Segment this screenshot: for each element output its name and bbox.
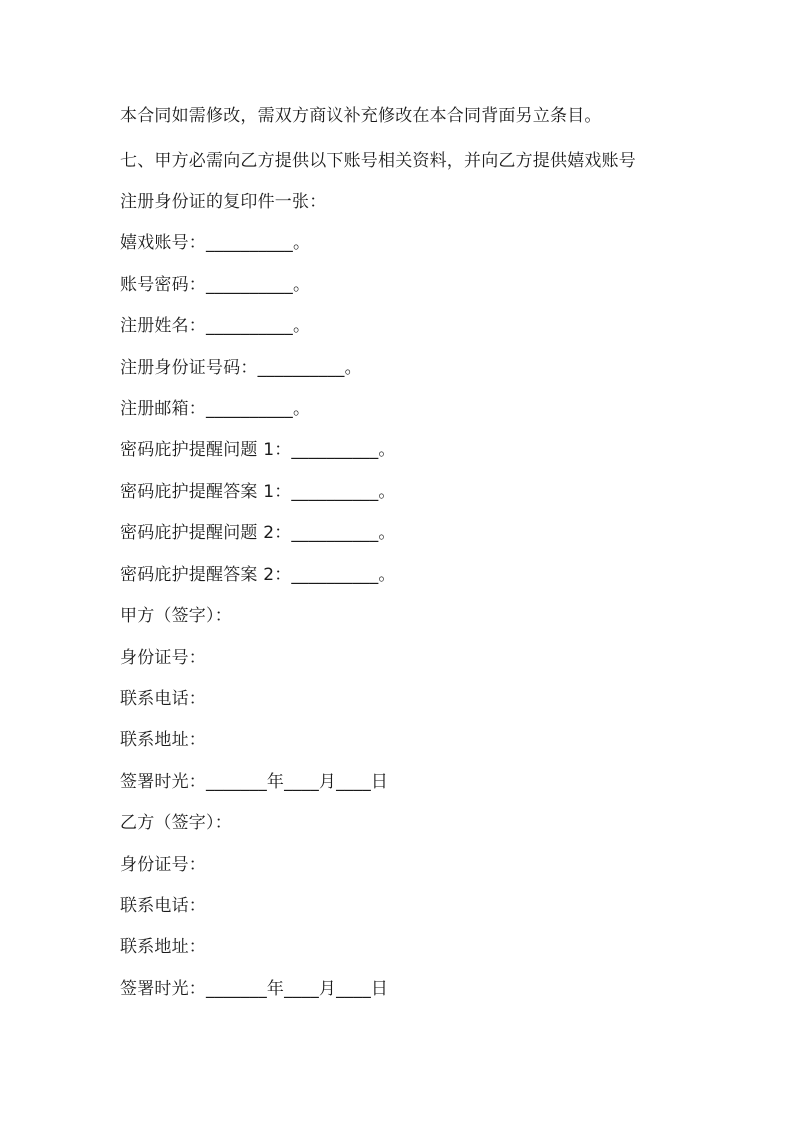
party-b-id-number: 身份证号：	[120, 855, 206, 875]
field-registered-name: 注册姓名：__________。	[120, 316, 311, 336]
party-a-address: 联系地址：	[120, 730, 206, 750]
party-a-signature: 甲方（签字）：	[120, 606, 232, 626]
field-account-password: 账号密码：__________。	[120, 275, 311, 295]
field-security-answer-1: 密码庇护提醒答案 1：__________。	[120, 482, 396, 502]
party-b-signature: 乙方（签字）：	[120, 813, 232, 833]
party-a-id-number: 身份证号：	[120, 648, 206, 668]
party-b-address: 联系地址：	[120, 937, 206, 957]
clause-amendment: 本合同如需修改，需双方商议补充修改在本合同背面另立条目。	[120, 106, 602, 126]
field-security-question-2: 密码庇护提醒问题 2：__________。	[120, 523, 396, 543]
party-b-sign-date: 签署时光：_______年____月____日	[120, 979, 389, 999]
clause-seven-line-2: 注册身份证的复印件一张：	[120, 192, 327, 212]
clause-seven-line-1: 七、甲方必需向乙方提供以下账号相关资料，并向乙方提供嬉戏账号	[120, 151, 636, 171]
field-security-question-1: 密码庇护提醒问题 1：__________。	[120, 440, 396, 460]
field-game-account: 嬉戏账号：__________。	[120, 233, 311, 253]
field-security-answer-2: 密码庇护提醒答案 2：__________。	[120, 565, 396, 585]
party-a-phone: 联系电话：	[120, 689, 206, 709]
field-registered-email: 注册邮箱：__________。	[120, 399, 311, 419]
field-registered-id-number: 注册身份证号码：__________。	[120, 358, 362, 378]
party-b-phone: 联系电话：	[120, 896, 206, 916]
party-a-sign-date: 签署时光：_______年____月____日	[120, 772, 389, 792]
